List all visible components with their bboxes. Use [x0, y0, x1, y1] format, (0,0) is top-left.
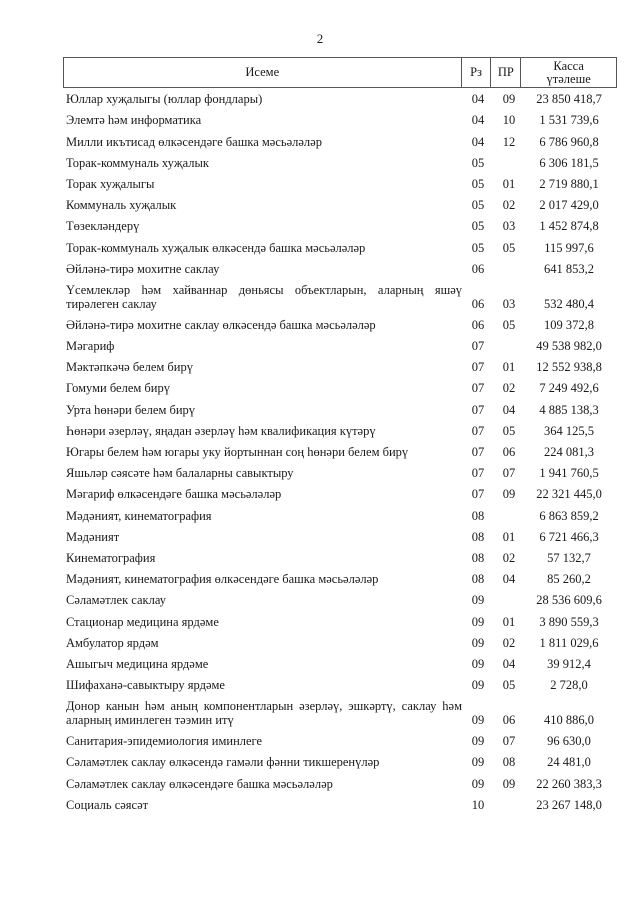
row-pr: 03	[502, 219, 516, 234]
row-sum: 96 630,0	[547, 734, 591, 749]
table-row	[66, 462, 620, 483]
table-row	[66, 504, 620, 525]
row-name: Коммуналь хуҗалык	[66, 198, 177, 213]
row-name: Милли икътисад өлкәсендәге башка мәсьәләләр	[66, 134, 322, 149]
table-row	[66, 314, 620, 335]
table-row	[66, 483, 620, 504]
row-name: Санитария-эпидемиология иминлеге	[66, 734, 263, 749]
row-name: Мәктәпкәчә белем бирү	[66, 360, 193, 375]
table-row	[66, 279, 620, 314]
row-sum: 4 885 138,3	[539, 402, 599, 417]
header-sum-line1: Касса	[553, 58, 584, 73]
row-pr: 04	[502, 402, 516, 417]
row-pr: 10	[502, 113, 516, 128]
row-sum: 6 306 181,5	[539, 155, 599, 170]
row-sum: 364 125,5	[544, 423, 594, 438]
table-row	[66, 194, 620, 215]
row-rz: 07	[471, 402, 485, 417]
row-name: Әйләнә-тирә мохитне саклау өлкәсендә башка мәсьәләләр	[66, 317, 376, 332]
row-pr: 01	[502, 360, 516, 375]
row-pr	[494, 170, 524, 173]
row-rz: 09	[471, 678, 485, 693]
row-sum: 1 941 760,5	[539, 466, 599, 481]
row-name: Сәламәтлек саклау өлкәсендәге башка мәсьәләләр	[66, 776, 333, 791]
table-row	[66, 441, 620, 462]
row-sum: 85 260,2	[547, 572, 591, 587]
row-name: Социаль сәясәт	[66, 797, 149, 812]
row-name: Сәламәтлек саклау	[66, 593, 166, 608]
row-pr: 12	[502, 134, 516, 149]
row-rz: 06	[471, 261, 485, 276]
row-pr: 05	[502, 423, 516, 438]
header-pr: ПР	[491, 58, 521, 87]
row-rz: 05	[471, 155, 485, 170]
row-name: Ашыгыч медицина ярдәме	[66, 656, 209, 671]
row-rz: 07	[471, 487, 485, 502]
row-name: Мәдәният, кинематография	[66, 508, 212, 523]
row-pr: 06	[502, 713, 516, 728]
table-row	[66, 653, 620, 674]
page-number: 2	[316, 31, 324, 46]
row-pr: 06	[502, 445, 516, 459]
table-row	[66, 88, 620, 109]
row-rz: 05	[471, 176, 485, 191]
row-rz: 08	[471, 550, 485, 565]
table-row	[66, 568, 620, 589]
row-sum: 1 452 874,8	[539, 219, 599, 234]
row-rz: 07	[471, 360, 485, 375]
row-rz: 09	[471, 656, 485, 671]
row-rz: 09	[471, 635, 485, 650]
row-rz: 05	[471, 198, 485, 213]
row-sum: 224 081,3	[544, 445, 594, 459]
row-rz: 07	[471, 339, 485, 354]
row-name: Югары белем һәм югары уку йортыннан соң һөнәри белем бирү	[66, 445, 409, 459]
row-name: Әйләнә-тирә мохитне саклау	[66, 261, 220, 276]
row-name: Шифаханә-савыктыру ярдәме	[66, 678, 225, 693]
table-row	[66, 236, 620, 257]
row-name: Кинематография	[66, 550, 156, 565]
table-row	[66, 526, 620, 547]
row-rz: 06	[471, 317, 485, 332]
table-row	[66, 109, 620, 130]
row-name: Элемтә һәм информатика	[66, 113, 202, 128]
table-row	[66, 130, 620, 151]
row-pr: 04	[502, 656, 516, 671]
row-pr: 07	[502, 734, 516, 749]
row-name: Донор канын һәм аның компонентларын әзерләү, эшкәртү, саклау һәм аларның иминлеген тәэмин итү	[66, 699, 462, 728]
table-row	[66, 730, 620, 751]
row-pr: 01	[502, 529, 516, 544]
row-name: Гомуми белем бирү	[66, 381, 170, 396]
row-pr: 02	[502, 635, 516, 650]
row-sum: 1 531 739,6	[539, 113, 599, 128]
row-pr	[494, 276, 524, 279]
row-rz: 09	[471, 614, 485, 629]
row-sum: 3 890 559,3	[539, 614, 599, 629]
row-name: Амбулатор ярдәм	[66, 635, 159, 650]
row-sum: 24 481,0	[547, 755, 591, 770]
row-name: Юллар хуҗалыгы (юллар фондлары)	[66, 92, 263, 107]
row-rz: 09	[471, 593, 485, 608]
row-pr: 09	[502, 776, 516, 791]
row-sum: 532 480,4	[544, 296, 594, 311]
row-pr: 09	[502, 487, 516, 502]
row-sum: 6 786 960,8	[539, 134, 599, 149]
table-row	[66, 547, 620, 568]
row-pr: 08	[502, 755, 516, 770]
row-sum: 57 132,7	[547, 550, 591, 565]
row-sum: 6 721 466,3	[539, 529, 599, 544]
row-pr: 01	[502, 614, 516, 629]
table-row	[66, 589, 620, 610]
row-rz: 07	[471, 423, 485, 438]
row-name: Мәдәният, кинематография өлкәсендәге башка мәсьәләләр	[66, 572, 379, 587]
row-name: Мәдәният	[66, 529, 120, 544]
table-header	[63, 57, 617, 88]
row-sum: 22 260 383,3	[536, 776, 602, 791]
table-row	[66, 173, 620, 194]
row-sum: 23 850 418,7	[536, 92, 602, 107]
row-rz: 09	[471, 755, 485, 770]
row-rz: 10	[471, 797, 485, 812]
row-pr: 02	[502, 198, 516, 213]
row-rz: 09	[471, 713, 485, 728]
row-pr: 04	[502, 572, 516, 587]
row-sum: 109 372,8	[544, 317, 594, 332]
table-row	[66, 695, 620, 730]
row-rz: 08	[471, 572, 485, 587]
table-row	[66, 420, 620, 441]
row-name: Торак хуҗалыгы	[66, 176, 155, 191]
row-sum: 6 863 859,2	[539, 508, 599, 523]
row-pr: 07	[502, 466, 516, 481]
row-sum: 7 249 492,6	[539, 381, 599, 396]
row-pr	[494, 812, 524, 815]
row-pr: 03	[502, 296, 516, 311]
row-pr: 09	[502, 92, 516, 107]
row-sum: 115 997,6	[544, 240, 594, 255]
row-rz: 07	[471, 381, 485, 396]
row-name: Төзекләндерү	[66, 219, 140, 234]
row-rz: 07	[471, 445, 485, 459]
row-sum: 23 267 148,0	[536, 797, 602, 812]
header-sum	[521, 58, 616, 87]
row-name: Үсемлекләр һәм хайваннар дөньясы объектларын, аларның яшәү тирәлеген саклау	[66, 282, 462, 311]
table-row	[66, 794, 620, 815]
table-row	[66, 632, 620, 653]
row-pr: 02	[502, 381, 516, 396]
table-row	[66, 398, 620, 419]
row-rz: 08	[471, 508, 485, 523]
row-name: Мәгариф	[66, 339, 115, 354]
row-sum: 641 853,2	[544, 261, 594, 276]
table-row	[66, 356, 620, 377]
row-name: Стационар медицина ярдәме	[66, 614, 219, 629]
row-rz: 09	[471, 776, 485, 791]
row-pr: 05	[502, 678, 516, 693]
row-rz: 08	[471, 529, 485, 544]
table-row	[66, 215, 620, 236]
row-pr: 05	[502, 317, 516, 332]
header-sum-line2: үтәлеше	[546, 71, 591, 86]
row-name: Сәламәтлек саклау өлкәсендә гамәли фәнни тикшеренүләр	[66, 755, 380, 770]
row-sum: 2 728,0	[550, 678, 588, 693]
header-rz: Рз	[462, 58, 492, 87]
row-rz: 04	[471, 134, 485, 149]
table-row	[66, 258, 620, 279]
row-pr	[494, 353, 524, 356]
row-name: Урта һөнәри белем бирү	[66, 402, 196, 417]
row-name: Һөнәри әзерләү, яңадан әзерләү һәм квалификация күтәрү	[66, 423, 376, 438]
row-name: Мәгариф өлкәсендәге башка мәсьәләләр	[66, 487, 282, 502]
row-sum: 39 912,4	[547, 656, 591, 671]
row-sum: 28 536 609,6	[536, 593, 602, 608]
row-sum: 22 321 445,0	[536, 487, 602, 502]
table-row	[66, 335, 620, 356]
row-sum: 1 811 029,6	[539, 635, 599, 650]
row-pr: 01	[502, 176, 516, 191]
row-pr	[494, 607, 524, 610]
row-pr: 05	[502, 240, 516, 255]
table-row	[66, 751, 620, 772]
row-sum: 49 538 982,0	[536, 339, 602, 354]
row-rz: 05	[471, 219, 485, 234]
header-name: Исеме	[64, 58, 462, 87]
table-row	[66, 377, 620, 398]
row-name: Торак-коммуналь хуҗалык өлкәсендә башка мәсьәләләр	[66, 240, 366, 255]
row-sum: 12 552 938,8	[536, 360, 602, 375]
row-name: Торак-коммуналь хуҗалык	[66, 155, 209, 170]
row-rz: 04	[471, 113, 485, 128]
row-rz: 07	[471, 466, 485, 481]
row-sum: 410 886,0	[544, 713, 594, 728]
row-sum: 2 719 880,1	[539, 176, 599, 191]
table-body	[66, 88, 620, 815]
row-sum: 2 017 429,0	[539, 198, 599, 213]
row-pr	[494, 523, 524, 526]
row-name: Яшьләр сәясәте һәм балаларны савыктыру	[66, 466, 294, 481]
row-rz: 06	[471, 296, 485, 311]
table-row	[66, 772, 620, 793]
row-pr: 02	[502, 550, 516, 565]
table-row	[66, 152, 620, 173]
row-rz: 05	[471, 240, 485, 255]
table-row	[66, 674, 620, 695]
row-rz: 04	[471, 92, 485, 107]
table-row	[66, 610, 620, 631]
row-rz: 09	[471, 734, 485, 749]
